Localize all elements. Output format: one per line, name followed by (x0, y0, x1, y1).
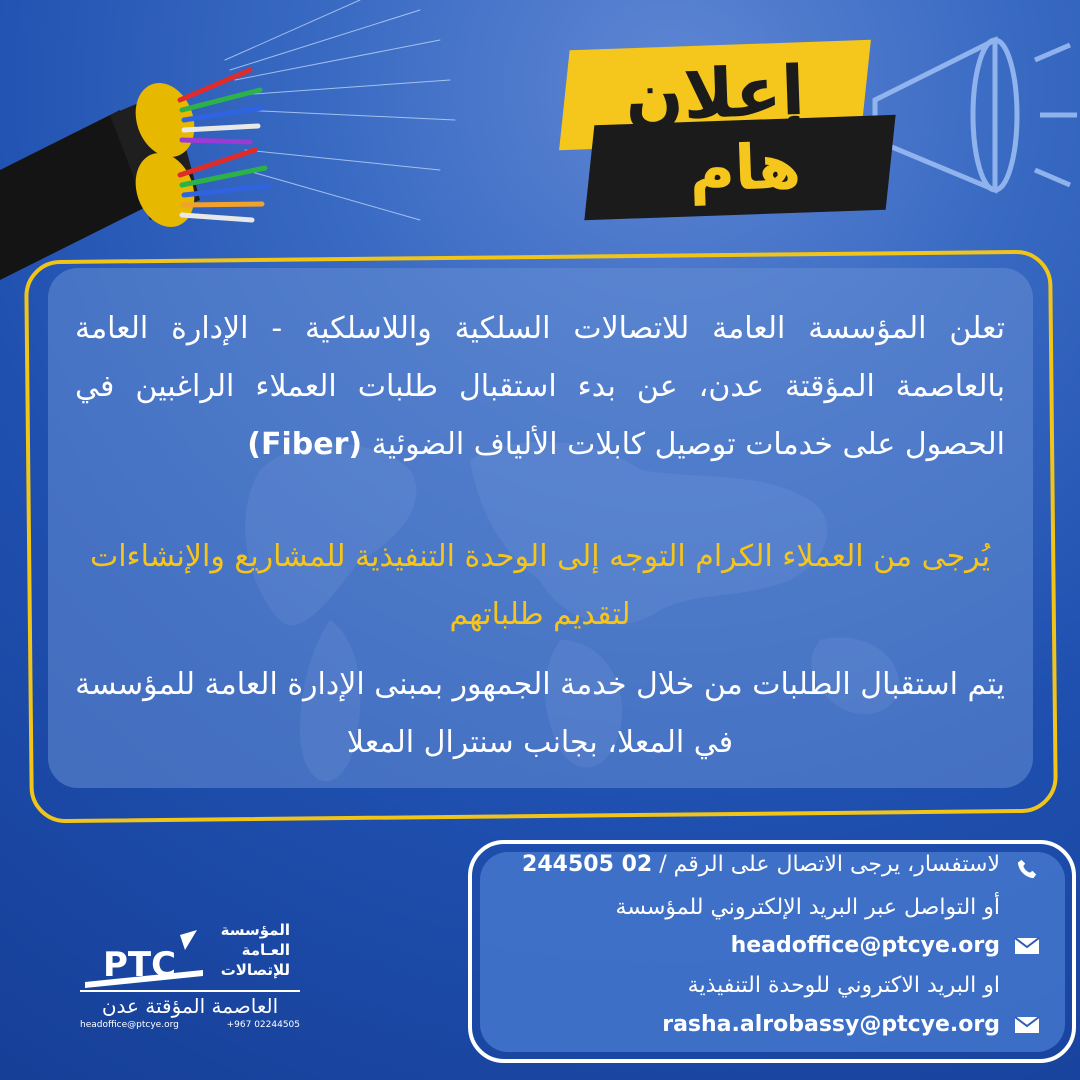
phone-line (522, 852, 1000, 877)
logo-footer (80, 1020, 300, 1030)
instruction-paragraph: يُرجى من العملاء الكرام التوجه إلى الوحدة التنفيذية للمشاريع والإنشاءات لتقديم طلباتهم (89, 539, 991, 632)
logo-name-line3: للإتصالات (220, 961, 290, 979)
logo-footer-email: headoffice@ptcye.org (80, 1020, 179, 1030)
badge-title-line2: هام (687, 128, 803, 206)
mail-icon (1014, 1014, 1040, 1036)
email-headoffice-link[interactable]: headoffice@ptcye.org (730, 933, 1000, 958)
ptc-logo-mark (85, 930, 203, 992)
announcement-badge (545, 20, 1080, 280)
email-unit-link[interactable]: rasha.alrobassy@ptcye.org (662, 1012, 1000, 1037)
phone-icon (1014, 858, 1040, 880)
logo-city: العاصمة المؤقتة عدن (80, 990, 300, 1018)
badge-title-line1: إعلان (623, 51, 807, 138)
phone-number[interactable]: 02 244505 (522, 852, 653, 877)
fiber-cable-illustration (0, 0, 470, 300)
logo-name-line2: العـامة (241, 941, 290, 959)
location-paragraph: يتم استقبال الطلبات من خلال خدمة الجمهور بمبنى الإدارة العامة للمؤسسة في المعلا، بجانب سنترال المعلا (75, 667, 1005, 760)
logo-name-line1: المؤسسة (220, 921, 290, 939)
logo-name (195, 920, 290, 980)
ptc-logo (80, 920, 300, 1040)
logo-abbr: PTC (103, 945, 177, 985)
mail-icon (1014, 935, 1040, 957)
announcement-paragraph (75, 300, 1005, 474)
logo-footer-phone: +967 02244505 (226, 1020, 300, 1030)
announcement-text: تعلن المؤسسة العامة للاتصالات السلكية واللاسلكية - الإدارة العامة بالعاصمة المؤقتة عدن، عن بدء استقبال طلبات العملاء الراغبين في الحصول على خدمات توصيل كابلات الألياف الضوئية (75, 311, 1005, 462)
email-intro: أو التواصل عبر البريد الإلكتروني للمؤسسة (615, 895, 1000, 920)
fiber-label: (Fiber) (247, 427, 363, 462)
phone-text: لاستفسار، يرجى الاتصال على الرقم / (659, 852, 1000, 877)
email2-intro: او البريد الاكتروني للوحدة التنفيذية (687, 973, 1000, 998)
